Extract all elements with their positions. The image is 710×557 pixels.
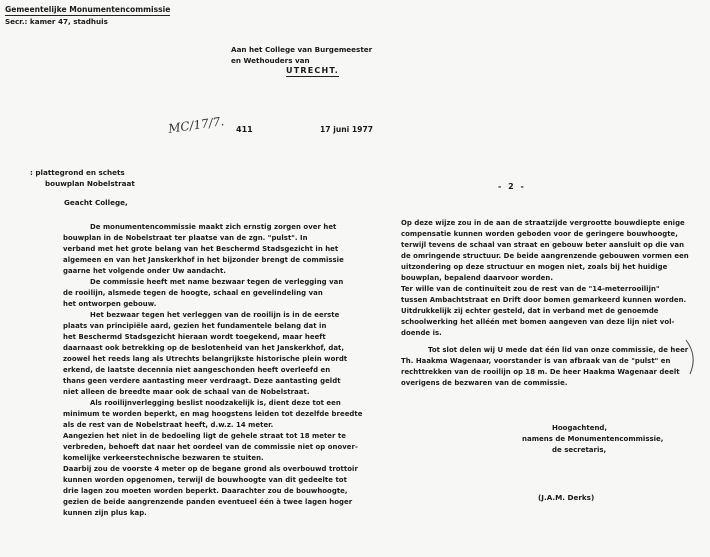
- closing-behalf: namens de Monumentencommissie,: [522, 435, 664, 443]
- greeting: Geacht College,: [64, 198, 128, 207]
- body-line: minimum te worden beperkt, en mag hoogstens leiden tot dezelfde breedte: [63, 410, 363, 418]
- body-line: verbreden, behoeft dat naar het oordeel van de commissie niet op onover-: [63, 443, 358, 451]
- body-line: niet alleen de breedte maar ook de schaal van de Nobelstraat.: [63, 388, 310, 396]
- body-line: de rooilijn, alsmede tegen de hoogte, schaal en gevelindeling van: [63, 289, 323, 297]
- body-line: schoolwerking het alléén met bomen aangeven van deze lijn niet vol-: [401, 318, 675, 326]
- body-line: het ontworpen gebouw.: [63, 300, 157, 308]
- letter-number: 411: [236, 125, 253, 134]
- body-line: thans geen verdere aantasting meer verdraagt. Deze aantasting geldt: [63, 377, 341, 385]
- body-line: algemeen en van het Janskerkhof in het bijzonder brengt de commissie: [63, 256, 344, 264]
- closing-salutation: Hoogachtend,: [552, 424, 608, 432]
- addressee-city: UTRECHT.: [286, 66, 339, 77]
- body-line: kunnen worden opgenomen, terwijl de bouwhoogte van dit gedeelte tot: [63, 476, 347, 484]
- body-line: Tot slot delen wij U mede dat één lid van onze commissie, de heer: [428, 346, 689, 354]
- body-line: uitzondering op deze structuur en mogen niet, zoals bij het huidige: [401, 263, 668, 271]
- secretariat-address: Secr.: kamer 47, stadhuis: [5, 17, 108, 26]
- body-line: drie lagen zou moeten worden beperkt. Daarachter zou de bouwhoogte,: [63, 487, 348, 495]
- body-line: verband met het grote belang van het Beschermd Stadsgezicht in het: [63, 245, 339, 253]
- body-line: tussen Ambachtstraat en Drift door bomen gemarkeerd kunnen worden.: [401, 296, 687, 304]
- body-line: compensatie kunnen worden geboden voor de geringere bouwhoogte,: [401, 230, 678, 238]
- body-line: bouwplan, bepalend daarvoor worden.: [401, 274, 554, 282]
- body-line: het Beschermd Stadsgezicht hieraan wordt toegekend, maar heeft: [63, 333, 326, 341]
- letter-date: 17 juni 1977: [320, 125, 374, 134]
- page-number: - 2 -: [498, 182, 526, 191]
- signature-name: (J.A.M. Derks): [538, 493, 595, 502]
- org-name: Gemeentelijke Monumentencommissie: [5, 5, 170, 16]
- body-line: doende is.: [401, 329, 442, 337]
- subject-line-2: bouwplan Nobelstraat: [45, 179, 135, 188]
- closing-title: de secretaris,: [552, 446, 607, 454]
- body-line: Als rooilijnverlegging beslist noodzakelijk is, dient deze tot een: [90, 399, 341, 407]
- body-line: Op deze wijze zou in de aan de straatzijde vergrootte bouwdiepte enige: [401, 219, 685, 227]
- body-line: als de rest van de Nobelstraat heeft, d.w.z. 14 meter.: [63, 421, 274, 429]
- body-line: overigens de bezwaren van de commissie.: [401, 379, 568, 387]
- handwritten-reference: MC/17/7.: [167, 114, 225, 136]
- body-line: de omringende structuur. De beide aangrenzende gebouwen vormen een: [401, 252, 689, 260]
- subject-line-1: : plattegrond en schets: [30, 168, 125, 177]
- body-line: Ter wille van de continuïteit zou de rest van de "14-meterrooilijn": [401, 285, 660, 293]
- body-line: Th. Haakma Wagenaar, voorstander is van afbraak van de "pulst" en: [401, 357, 671, 365]
- margin-mark: [684, 338, 704, 378]
- body-line: erkend, de laatste decennia niet aangeschonden heeft overleefd en: [63, 366, 331, 374]
- body-line: gezien de beide aangrenzende panden eventueel één à twee lagen hoger: [63, 498, 353, 506]
- addressee-line-2: en Wethouders van: [231, 56, 310, 65]
- addressee-line-1: Aan het College van Burgemeester: [231, 45, 373, 54]
- body-line: kunnen zijn plus kap.: [63, 509, 147, 517]
- body-line: daarnaast ook betrekking op de beslotenheid van het Janskerkhof, dat,: [63, 344, 345, 352]
- body-line: bouwplan in de Nobelstraat ter plaatse van de zgn. "pulst". In: [63, 234, 308, 242]
- body-line: Het bezwaar tegen het verleggen van de rooilijn is in de eerste: [90, 311, 340, 319]
- body-line: Daarbij zou de voorste 4 meter op de begane grond als overbouwd trottoir: [63, 465, 358, 473]
- body-line: rechttrekken van de rooilijn op 18 m. De heer Haakma Wagenaar deelt: [401, 368, 680, 376]
- body-line: Aangezien het niet in de bedoeling ligt de gehele straat tot 18 meter te: [63, 432, 346, 440]
- body-line: De commissie heeft met name bezwaar tegen de verlegging van: [90, 278, 344, 286]
- body-line: gaarne het volgende onder Uw aandacht.: [63, 267, 226, 275]
- body-line: plaats van principiële aard, gezien het fundamentele belang dat in: [63, 322, 327, 330]
- body-line: De monumentencommissie maakt zich ernstig zorgen over het: [90, 223, 337, 231]
- body-line: zoowel het reeds lang als Utrechts belangrijkste historische plein wordt: [63, 355, 348, 363]
- body-line: terwijl tevens de schaal van straat en gebouw beter aansluit op die van: [401, 241, 685, 249]
- body-line: Uitdrukkelijk zij echter gesteld, dat in verband met de genoemde: [401, 307, 659, 315]
- body-line: komelijke verkeerstechnische bezwaren te stuiten.: [63, 454, 264, 462]
